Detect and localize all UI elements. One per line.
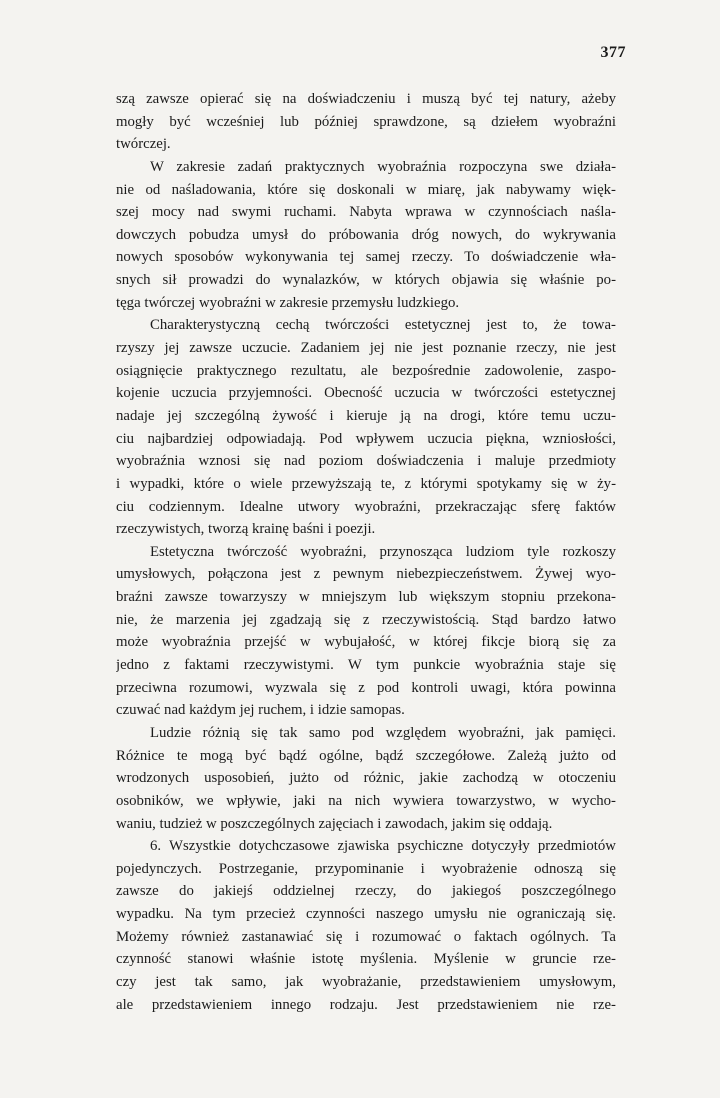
text-line: wyobraźnia wznosi się nad poziom doświadczenia i maluje przedmioty [116, 453, 616, 470]
text-line: nie od naśladowania, które się doskonali w miarę, jak nabywamy więk- [116, 181, 616, 198]
text-line: szej mocy nad swymi ruchami. Nabyta wprawa w czynnościach naśla- [116, 204, 616, 221]
text-line: przeciwna rozumowi, wyzwala się z pod kontroli uwagi, która powinna [116, 679, 616, 696]
text-line: czy jest tak samo, jak wyobrażanie, przedstawieniem umysłowym, [116, 973, 616, 990]
text-line: Charakterystyczną cechą twórczości estetycznej jest to, że towa- [150, 317, 616, 334]
text-line: dowczych pobudza umysł do próbowania dróg nowych, do wykrywania [116, 226, 616, 243]
text-line: umysłowych, połączona jest z pewnym niebezpieczeństwem. Żywej wyo- [116, 566, 616, 583]
text-line: ciu codziennym. Idealne utwory wyobraźni, przekraczając sferę faktów [116, 498, 616, 515]
text-line: może wyobraźnia przejść w wybujałość, w której fikcje biorą się za [116, 634, 616, 651]
text-line: rzyszy jej zawsze uczucie. Zadaniem jej nie jest poznanie rzeczy, nie jest [116, 340, 616, 357]
text-line: mogły być wcześniej lub później sprawdzone, są dziełem wyobraźni [116, 113, 616, 130]
text-line: szą zawsze opierać się na doświadczeniu i muszą być tej natury, ażeby [116, 91, 616, 107]
text-line: Ludzie różnią się tak samo pod względem wyobraźni, jak pamięci. [150, 724, 616, 741]
text-line: pojedynczych. Postrzeganie, przypominanie i wyobrażenie odnoszą się [116, 860, 616, 877]
paragraph [116, 88, 616, 156]
text-line: i wypadki, które o wiele przewyższają te, z którymi spotykamy się w ży- [116, 475, 616, 492]
text-line: nie, że marzenia jej zgadzają się z rzeczywistością. Stąd bardzo łatwo [116, 611, 616, 628]
text-line: snych sił prowadzi do wynalazków, w których objawia się właśnie po- [116, 272, 616, 289]
text-line: jedno z faktami rzeczywistymi. W tym punkcie wyobraźnia staje się [116, 657, 616, 674]
text-line: wrodzonych usposobień, jużto od różnic, jakie zachodzą w otoczeniu [116, 770, 616, 787]
text-line: ale przedstawieniem innego rodzaju. Jest przedstawieniem nie rze- [116, 996, 616, 1013]
paragraph [116, 722, 616, 835]
text-line: ciu najbardziej odpowiadają. Pod wpływem uczucia piękna, wzniosłości, [116, 430, 616, 447]
text-line: braźni zawsze towarzyszy w mniejszym lub większym stopniu przekona- [116, 589, 616, 606]
text-line: nowych sposobów wykonywania tej samej rzeczy. To doświadczenie wła- [116, 249, 616, 266]
text-line: czynność stanowi właśnie istotę myślenia. Myślenie w gruncie rze- [116, 951, 616, 968]
page-number: 377 [600, 44, 626, 61]
text-line: wypadku. Na tym przecież czynności naszego umysłu nie ograniczają się. [116, 906, 616, 923]
text-line: Różnice te mogą być bądź ogólne, bądź szczegółowe. Zależą jużto od [116, 747, 616, 764]
text-line: nadaje jej szczególną żywość i kieruje ją na drogi, które temu uczu- [116, 407, 616, 424]
text-line: tęga twórczej wyobraźni w zakresie przemysłu ludzkiego. [116, 294, 460, 311]
paragraph [116, 156, 616, 314]
text-line: osobników, we wpływie, jaki na nich wywiera towarzystwo, w wycho- [116, 792, 616, 809]
text-line: Estetyczna twórczość wyobraźni, przynosząca ludziom tyle rozkoszy [150, 543, 616, 560]
text-line: rzeczywistych, tworzą krainę baśni i poezji. [116, 521, 376, 538]
paragraph [116, 541, 616, 722]
text-line: 6. Wszystkie dotychczasowe zjawiska psychiczne dotyczyły przedmiotów [150, 838, 616, 855]
text-line: osiągnięcie praktycznego rezultatu, ale bezpośrednie zadowolenie, zaspo- [116, 362, 616, 379]
text-line: kojenie uczucia przyjemności. Obecność uczucia w twórczości estetycznej [116, 385, 616, 402]
paragraph [116, 835, 616, 1016]
text-line: twórczej. [116, 136, 171, 153]
text-line: Możemy również zastanawiać się i rozumować o faktach ogólnych. Ta [116, 928, 616, 945]
text-line: czuwać nad każdym jej ruchem, i idzie samopas. [116, 702, 405, 719]
text-line: zawsze do jakiejś oddzielnej rzeczy, do jakiegoś poszczególnego [116, 883, 616, 900]
body-text [116, 88, 616, 1016]
text-line: waniu, tudzież w poszczególnych zajęciach i zawodach, jakim się oddają. [116, 815, 553, 832]
text-line: W zakresie zadań praktycznych wyobraźnia rozpoczyna swe działa- [150, 158, 616, 175]
paragraph [116, 314, 616, 540]
